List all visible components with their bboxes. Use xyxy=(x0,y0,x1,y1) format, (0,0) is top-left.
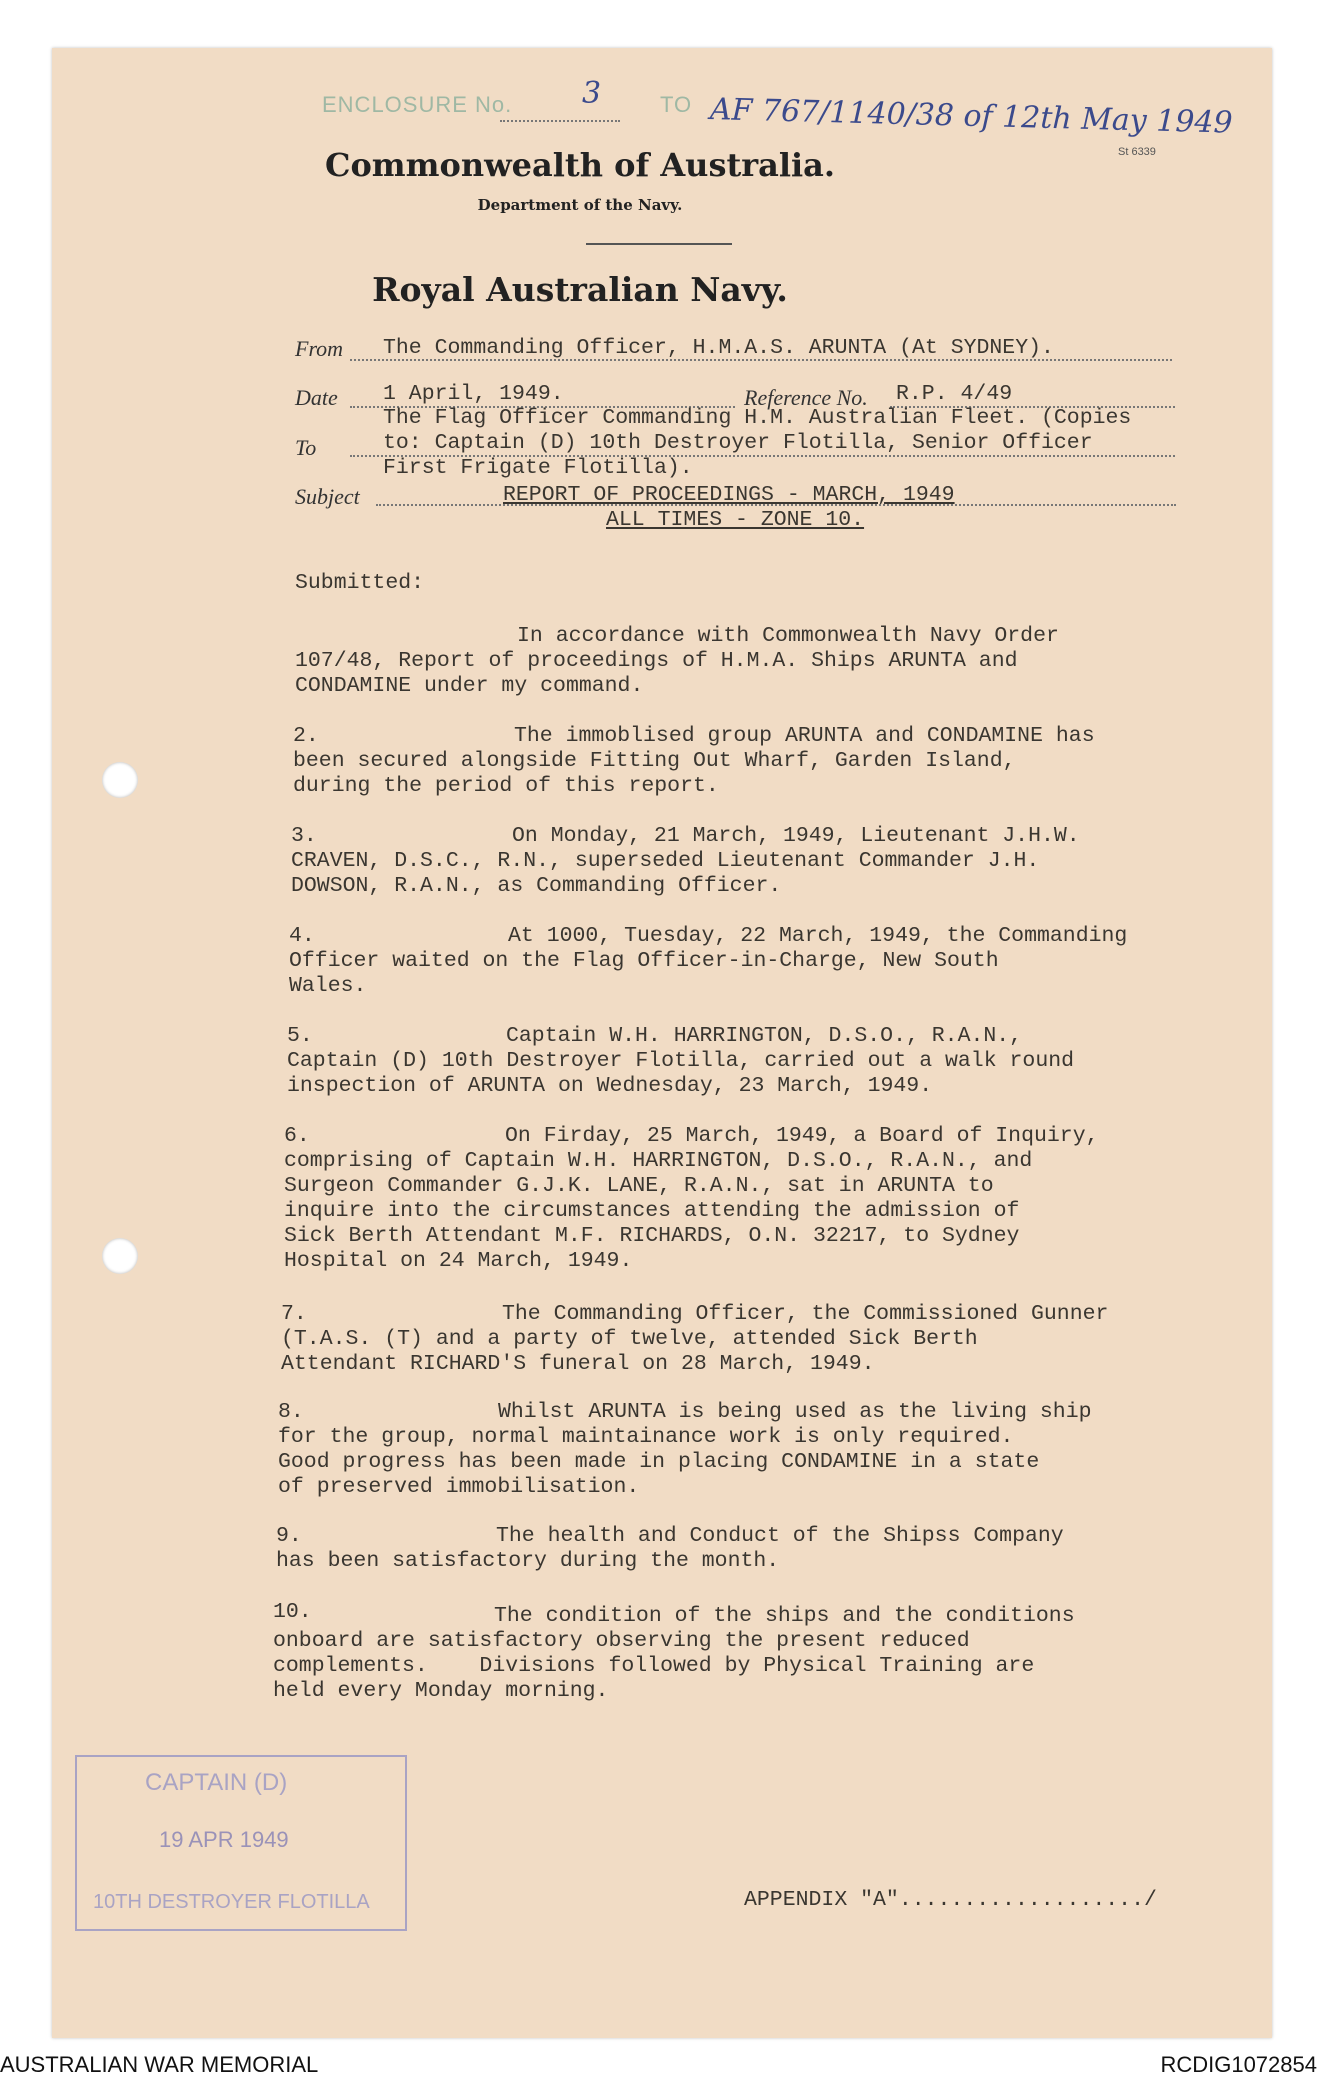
para-4-number: 4. xyxy=(289,924,315,948)
para-6-number: 6. xyxy=(284,1124,310,1148)
para-3-number: 3. xyxy=(291,824,317,848)
para-5-line-3: inspection of ARUNTA on Wednesday, 23 March, 1949. xyxy=(287,1074,933,1098)
para-10-line-3: complements. Divisions followed by Physical Training are xyxy=(273,1654,1035,1678)
para-3-line-3: DOWSON, R.A.N., as Commanding Officer. xyxy=(291,874,782,898)
para-3-line-1: On Monday, 21 March, 1949, Lieutenant J.H.W. xyxy=(512,824,1080,848)
header-department: Department of the Navy. xyxy=(477,196,683,214)
para-8-line-3: Good progress has been made in placing CONDAMINE in a state xyxy=(278,1450,1040,1474)
para-7-line-1: The Commanding Officer, the Commissioned Gunner xyxy=(502,1302,1109,1326)
received-stamp xyxy=(75,1755,407,1931)
para-8-line-1: Whilst ARUNTA is being used as the living ship xyxy=(498,1400,1092,1424)
para-7-line-3: Attendant RICHARD'S funeral on 28 March, 1949. xyxy=(281,1352,875,1376)
para-5-number: 5. xyxy=(287,1024,313,1048)
footer-right: RCDIG1072854 xyxy=(1160,2052,1317,2077)
para-4-line-1: At 1000, Tuesday, 22 March, 1949, the Commanding xyxy=(508,924,1128,948)
subject-line-1: REPORT OF PROCEEDINGS - MARCH, 1949 xyxy=(503,483,955,507)
para-2-line-3: during the period of this report. xyxy=(293,774,719,798)
punch-hole-top xyxy=(102,762,138,798)
para-9-number: 9. xyxy=(276,1524,302,1548)
para-4-line-2: Officer waited on the Flag Officer-in-Charge, New South xyxy=(289,949,999,973)
para-6-line-3: Surgeon Commander G.J.K. LANE, R.A.N., sat in ARUNTA to xyxy=(284,1174,994,1198)
para-8-line-4: of preserved immobilisation. xyxy=(278,1475,640,1499)
para-1-line-2: 107/48, Report of proceedings of H.M.A. Ships ARUNTA and xyxy=(295,649,1018,673)
enclosure-printed: ENCLOSURE No. xyxy=(322,92,513,117)
para-5-line-2: Captain (D) 10th Destroyer Flotilla, carried out a walk round xyxy=(287,1049,1075,1073)
para-2-line-1: The immoblised group ARUNTA and CONDAMINE has xyxy=(514,724,1095,748)
para-6-line-2: comprising of Captain W.H. HARRINGTON, D.S.O., R.A.N., and xyxy=(284,1149,1033,1173)
para-10-line-4: held every Monday morning. xyxy=(273,1679,609,1703)
to-line-2: to: Captain (D) 10th Destroyer Flotilla, Senior Officer xyxy=(383,431,1093,455)
form-code: St 6339 xyxy=(1118,146,1156,158)
header-divider xyxy=(586,243,732,245)
appendix-reference: APPENDIX "A".................../ xyxy=(744,1888,1157,1912)
para-6-line-6: Hospital on 24 March, 1949. xyxy=(284,1249,633,1273)
para-2-number: 2. xyxy=(293,724,319,748)
para-6-line-4: inquire into the circumstances attending the admission of xyxy=(284,1199,1020,1223)
para-6-line-1: On Firday, 25 March, 1949, a Board of Inquiry, xyxy=(505,1124,1099,1148)
to-line-1: The Flag Officer Commanding H.M. Australian Fleet. (Copies xyxy=(383,406,1132,430)
para-10-line-1: The condition of the ships and the conditions xyxy=(494,1604,1075,1628)
para-8-number: 8. xyxy=(278,1400,304,1424)
enclosure-number: 3 xyxy=(582,76,602,111)
para-3-line-2: CRAVEN, D.S.C., R.N., superseded Lieutenant Commander J.H. xyxy=(291,849,1040,873)
submitted-label: Submitted: xyxy=(295,571,425,595)
reference-label: Reference No. xyxy=(744,385,868,410)
para-2-line-2: been secured alongside Fitting Out Wharf, Garden Island, xyxy=(293,749,1016,773)
para-7-number: 7. xyxy=(281,1302,307,1326)
stamp-line-3: 10TH DESTROYER FLOTILLA xyxy=(93,1891,370,1913)
enclosure-number-line xyxy=(500,120,620,122)
subject-line-2: ALL TIMES - ZONE 10. xyxy=(606,508,865,532)
para-5-line-1: Captain W.H. HARRINGTON, D.S.O., R.A.N., xyxy=(506,1024,1023,1048)
to-line-3: First Frigate Flotilla). xyxy=(383,456,693,480)
para-4-line-3: Wales. xyxy=(289,974,367,998)
reference-value: R.P. 4/49 xyxy=(896,382,1013,406)
header-title: Commonwealth of Australia. xyxy=(324,146,836,184)
subject-label: Subject xyxy=(295,484,360,509)
para-6-line-5: Sick Berth Attendant M.F. RICHARDS, O.N. 32217, to Sydney xyxy=(284,1224,1020,1248)
para-1-line-3: CONDAMINE under my command. xyxy=(295,674,644,698)
stamp-line-1: CAPTAIN (D) xyxy=(145,1769,288,1796)
enclosure-reference: AF 767/1140/38 of 12th May 1949 xyxy=(709,92,1234,141)
date-value: 1 April, 1949. xyxy=(383,382,564,406)
header-service: Royal Australian Navy. xyxy=(372,270,788,309)
para-9-line-2: has been satisfactory during the month. xyxy=(276,1549,780,1573)
stamp-date: 19 APR 1949 xyxy=(159,1827,289,1852)
para-10-number: 10. xyxy=(273,1600,312,1624)
punch-hole-bottom xyxy=(102,1238,138,1274)
para-8-line-2: for the group, normal maintainance work is only required. xyxy=(278,1425,1014,1449)
para-10-line-2: onboard are satisfactory observing the present reduced xyxy=(273,1629,970,1653)
to-label: To xyxy=(295,435,317,460)
date-label: Date xyxy=(295,385,338,410)
from-value: The Commanding Officer, H.M.A.S. ARUNTA (At SYDNEY). xyxy=(383,336,1054,360)
from-label: From xyxy=(295,336,344,361)
enclosure-to: TO xyxy=(660,92,693,117)
footer-left: AUSTRALIAN WAR MEMORIAL xyxy=(0,2052,319,2077)
para-7-line-2: (T.A.S. (T) and a party of twelve, attended Sick Berth xyxy=(281,1327,978,1351)
para-1-line-1: In accordance with Commonwealth Navy Order xyxy=(517,624,1059,648)
para-9-line-1: The health and Conduct of the Shipss Company xyxy=(496,1524,1064,1548)
